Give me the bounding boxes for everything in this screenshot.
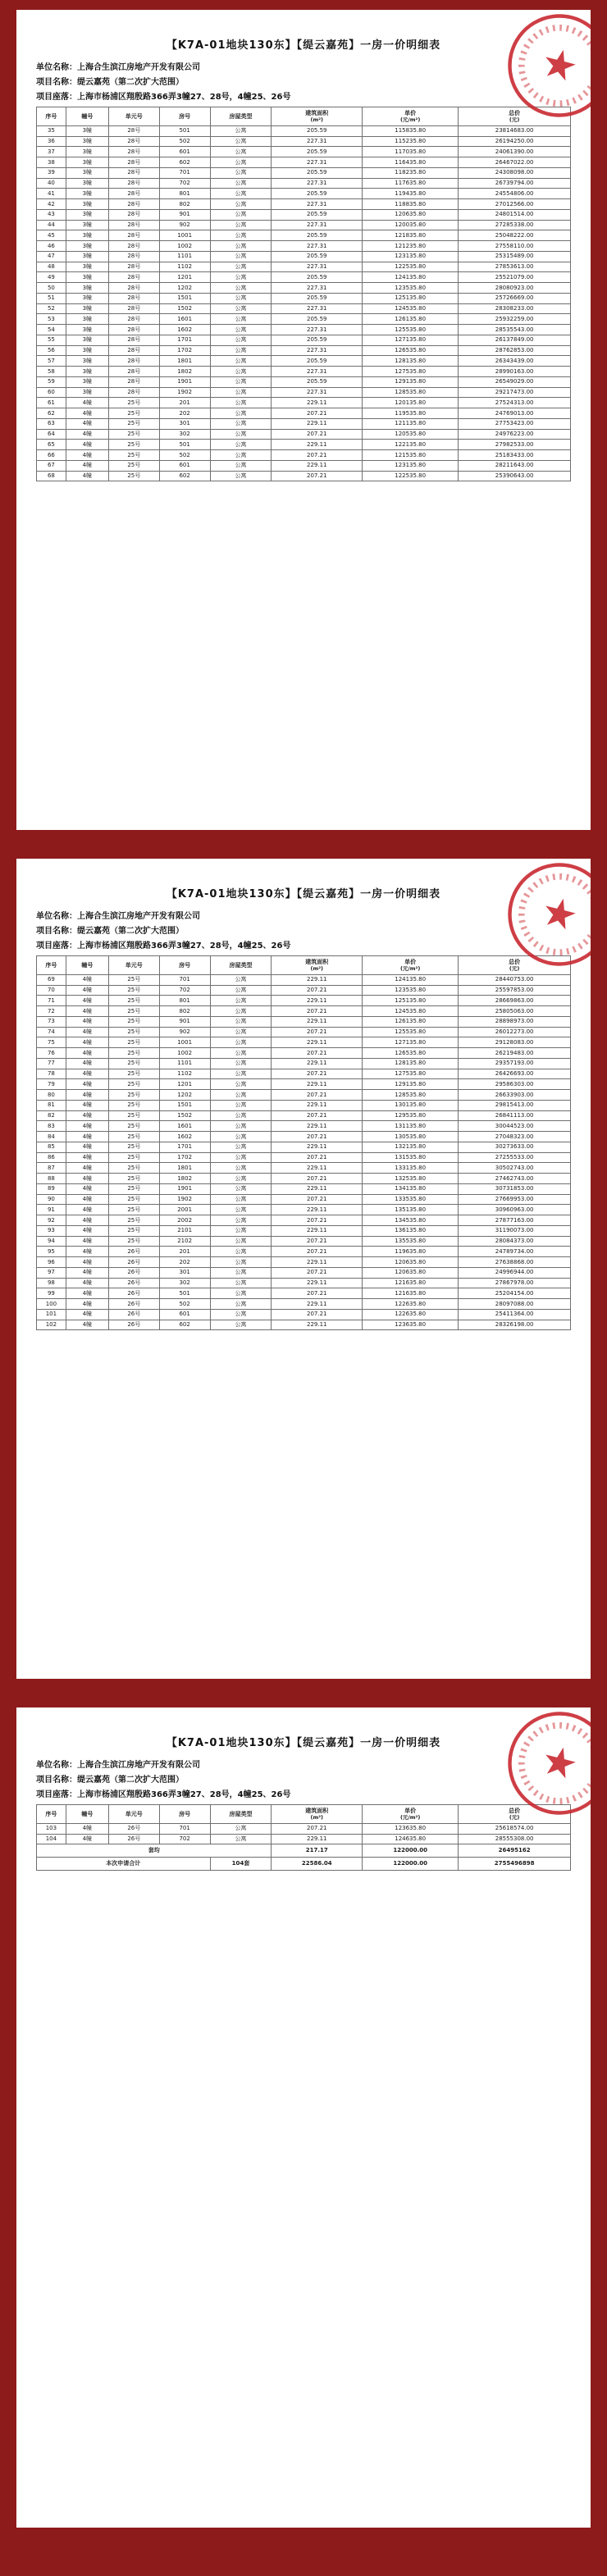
table-row: 98 4幢 26号 302 公寓 229.11 121635.80 27867978.00 bbox=[37, 1278, 571, 1288]
table-row: 103 4幢 26号 701 公寓 207.21 123635.80 25618574.00 bbox=[37, 1823, 571, 1834]
meta-project-name bbox=[36, 1772, 571, 1785]
document-page-1 bbox=[16, 10, 591, 830]
table-row: 49 3幢 28号 1201 公寓 205.59 124135.80 25521079.00 bbox=[37, 272, 571, 283]
meta-value: 上海市杨浦区翔殷路366弄3幢27、28号，4幢25、26号 bbox=[77, 941, 291, 951]
meta-label: 项目名称： bbox=[36, 1776, 77, 1785]
meta-label: 项目座落： bbox=[36, 93, 77, 102]
table-row: 63 4幢 25号 301 公寓 229.11 121135.80 27753423.00 bbox=[37, 418, 571, 429]
col-header-type: 房屋类型 bbox=[210, 1805, 272, 1824]
table-row: 104 4幢 26号 702 公寓 229.11 124635.80 28555308.00 bbox=[37, 1834, 571, 1844]
table-row: 87 4幢 25号 1801 公寓 229.11 133135.80 30502743.00 bbox=[37, 1163, 571, 1174]
table-row: 41 3幢 28号 801 公寓 205.59 119435.80 24554806.00 bbox=[37, 189, 571, 199]
grand-total-price: 2755496898 bbox=[459, 1858, 571, 1871]
col-header-unit: 单元号 bbox=[108, 1805, 159, 1824]
grand-total-unit-price: 122000.00 bbox=[363, 1858, 459, 1871]
col-header-type: 房屋类型 bbox=[210, 107, 272, 126]
table-row: 96 4幢 26号 202 公寓 229.11 120635.80 27638868.00 bbox=[37, 1257, 571, 1268]
col-header-unit-price: 单价 (元/m²) bbox=[363, 956, 459, 975]
table-row: 54 3幢 28号 1602 公寓 227.31 125535.80 28535543.00 bbox=[37, 325, 571, 335]
table-row: 55 3幢 28号 1701 公寓 205.59 127135.80 26137849.00 bbox=[37, 335, 571, 345]
table-row: 40 3幢 28号 702 公寓 227.31 117635.80 26739794.00 bbox=[37, 178, 571, 189]
table-row: 95 4幢 26号 201 公寓 207.21 119635.80 24789734.00 bbox=[37, 1247, 571, 1257]
grand-total-row bbox=[37, 1858, 571, 1871]
col-header-building: 幢号 bbox=[66, 956, 108, 975]
table-row: 50 3幢 28号 1202 公寓 227.31 123535.80 28080923.00 bbox=[37, 283, 571, 294]
table-row: 67 4幢 25号 601 公寓 229.11 123135.80 28211643.00 bbox=[37, 460, 571, 471]
col-header-total-price: 总价 (元) bbox=[459, 1805, 571, 1824]
table-row: 86 4幢 25号 1702 公寓 207.21 131535.80 27255533.00 bbox=[37, 1152, 571, 1163]
table-row: 66 4幢 25号 502 公寓 207.21 121535.80 25183433.00 bbox=[37, 450, 571, 461]
meta-label: 单位名称： bbox=[36, 1761, 77, 1770]
average-total-price: 26495162 bbox=[459, 1844, 571, 1858]
col-header-building: 幢号 bbox=[66, 107, 108, 126]
table-row: 85 4幢 25号 1701 公寓 229.11 132135.80 30273633.00 bbox=[37, 1142, 571, 1152]
document-page-2 bbox=[16, 859, 591, 1679]
price-table bbox=[36, 1804, 571, 1871]
meta-company bbox=[36, 909, 571, 921]
grand-total-area: 22586.04 bbox=[272, 1858, 363, 1871]
page-title: 【K7A-01地块130东】【缇云嘉苑】一房一价明细表 bbox=[166, 1737, 441, 1749]
table-row: 45 3幢 28号 1001 公寓 205.59 121835.80 25048222.00 bbox=[37, 230, 571, 241]
average-area: 217.17 bbox=[272, 1844, 363, 1858]
meta-company bbox=[36, 1758, 571, 1770]
table-row: 72 4幢 25号 802 公寓 207.21 124535.80 25805063.00 bbox=[37, 1006, 571, 1017]
table-row: 84 4幢 25号 1602 公寓 207.21 130535.80 27048323.00 bbox=[37, 1132, 571, 1142]
table-row: 90 4幢 25号 1902 公寓 207.21 133535.80 27669953.00 bbox=[37, 1194, 571, 1205]
meta-project-address bbox=[36, 1787, 571, 1799]
table-row: 39 3幢 28号 701 公寓 205.59 118235.80 24308098.00 bbox=[37, 167, 571, 178]
document-page-3 bbox=[16, 1707, 591, 2528]
table-row: 100 4幢 26号 502 公寓 229.11 122635.80 28097088.00 bbox=[37, 1299, 571, 1310]
table-row: 62 4幢 25号 202 公寓 207.21 119535.80 24769013.00 bbox=[37, 408, 571, 419]
meta-label: 项目座落： bbox=[36, 941, 77, 951]
col-header-unit-price: 单价 (元/m²) bbox=[363, 1805, 459, 1824]
table-row: 68 4幢 25号 602 公寓 207.21 122535.80 25390643.00 bbox=[37, 471, 571, 481]
col-header-area: 建筑面积 (m²) bbox=[272, 107, 363, 126]
meta-label: 项目名称： bbox=[36, 78, 77, 87]
table-row: 64 4幢 25号 302 公寓 207.21 120535.80 24976223.00 bbox=[37, 429, 571, 440]
table-row: 93 4幢 25号 2101 公寓 229.11 136135.80 31190073.00 bbox=[37, 1225, 571, 1236]
table-row: 73 4幢 25号 901 公寓 229.11 126135.80 28898973.00 bbox=[37, 1016, 571, 1027]
table-row: 51 3幢 28号 1501 公寓 205.59 125135.80 25726669.00 bbox=[37, 293, 571, 303]
price-table bbox=[36, 107, 571, 481]
col-header-unit-price: 单价 (元/m²) bbox=[363, 107, 459, 126]
col-header-total-price: 总价 (元) bbox=[459, 956, 571, 975]
table-row: 57 3幢 28号 1801 公寓 205.59 128135.80 26343439.00 bbox=[37, 356, 571, 367]
col-header-index: 序号 bbox=[37, 956, 66, 975]
col-header-type: 房屋类型 bbox=[210, 956, 272, 975]
table-header-row bbox=[37, 1805, 571, 1824]
meta-value: 上海合生滨江房地产开发有限公司 bbox=[77, 912, 200, 921]
table-row: 60 3幢 28号 1902 公寓 227.31 128535.80 29217473.00 bbox=[37, 387, 571, 398]
col-header-total-price: 总价 (元) bbox=[459, 107, 571, 126]
table-row: 65 4幢 25号 501 公寓 229.11 122135.80 27982533.00 bbox=[37, 440, 571, 450]
table-row: 38 3幢 28号 602 公寓 227.31 116435.80 26467022.00 bbox=[37, 157, 571, 168]
grand-total-count: 104套 bbox=[210, 1858, 272, 1871]
table-row: 75 4幢 25号 1001 公寓 229.11 127135.80 29128083.00 bbox=[37, 1037, 571, 1048]
meta-value: 缇云嘉苑（第二次扩大范围） bbox=[77, 1776, 184, 1785]
meta-project-name bbox=[36, 923, 571, 936]
table-row: 78 4幢 25号 1102 公寓 207.21 127535.80 26426693.00 bbox=[37, 1069, 571, 1079]
col-header-unit: 单元号 bbox=[108, 107, 159, 126]
table-row: 52 3幢 28号 1502 公寓 227.31 124535.80 28308233.00 bbox=[37, 303, 571, 314]
table-row: 70 4幢 25号 702 公寓 207.21 123535.80 25597853.00 bbox=[37, 985, 571, 996]
col-header-room: 房号 bbox=[159, 107, 210, 126]
col-header-room: 房号 bbox=[159, 956, 210, 975]
table-row: 69 4幢 25号 701 公寓 229.11 124135.80 28440753.00 bbox=[37, 974, 571, 985]
col-header-index: 序号 bbox=[37, 1805, 66, 1824]
table-row: 82 4幢 25号 1502 公寓 207.21 129535.80 26841113.00 bbox=[37, 1110, 571, 1121]
table-row: 35 3幢 28号 501 公寓 205.59 115835.80 23814683.00 bbox=[37, 125, 571, 136]
table-header-row bbox=[37, 956, 571, 975]
meta-value: 上海合生滨江房地产开发有限公司 bbox=[77, 1761, 200, 1770]
table-row: 83 4幢 25号 1601 公寓 229.11 131135.80 30044523.00 bbox=[37, 1121, 571, 1132]
table-row: 53 3幢 28号 1601 公寓 205.59 126135.80 25932259.00 bbox=[37, 314, 571, 325]
table-row: 44 3幢 28号 902 公寓 227.31 120035.80 27285338.00 bbox=[37, 220, 571, 230]
meta-value: 上海市杨浦区翔殷路366弄3幢27、28号，4幢25、26号 bbox=[77, 1790, 291, 1799]
meta-label: 项目座落： bbox=[36, 1790, 77, 1799]
table-row: 56 3幢 28号 1702 公寓 227.31 126535.80 28762853.00 bbox=[37, 345, 571, 356]
table-row: 97 4幢 26号 301 公寓 207.21 120635.80 24996944.00 bbox=[37, 1267, 571, 1278]
meta-value: 缇云嘉苑（第二次扩大范围） bbox=[77, 78, 184, 87]
table-row: 79 4幢 25号 1201 公寓 229.11 129135.80 29586303.00 bbox=[37, 1079, 571, 1090]
average-row bbox=[37, 1844, 571, 1858]
meta-company bbox=[36, 60, 571, 72]
table-row: 102 4幢 26号 602 公寓 229.11 123635.80 28326198.00 bbox=[37, 1320, 571, 1330]
page-title: 【K7A-01地块130东】【缇云嘉苑】一房一价明细表 bbox=[166, 39, 441, 52]
col-header-building: 幢号 bbox=[66, 1805, 108, 1824]
col-header-area: 建筑面积 (m²) bbox=[272, 956, 363, 975]
meta-project-address bbox=[36, 89, 571, 102]
meta-value: 上海合生滨江房地产开发有限公司 bbox=[77, 63, 200, 72]
table-row: 92 4幢 25号 2002 公寓 207.21 134535.80 27877163.00 bbox=[37, 1215, 571, 1226]
meta-label: 单位名称： bbox=[36, 63, 77, 72]
table-row: 89 4幢 25号 1901 公寓 229.11 134135.80 30731853.00 bbox=[37, 1183, 571, 1194]
price-table bbox=[36, 955, 571, 1330]
col-header-index: 序号 bbox=[37, 107, 66, 126]
table-row: 76 4幢 25号 1002 公寓 207.21 126535.80 26219483.00 bbox=[37, 1048, 571, 1059]
meta-project-address bbox=[36, 938, 571, 951]
average-label: 套均 bbox=[37, 1844, 272, 1858]
meta-value: 缇云嘉苑（第二次扩大范围） bbox=[77, 927, 184, 936]
grand-total-label: 本次申请合计 bbox=[37, 1858, 211, 1871]
table-row: 94 4幢 25号 2102 公寓 207.21 135535.80 28084373.00 bbox=[37, 1236, 571, 1247]
table-row: 58 3幢 28号 1802 公寓 227.31 127535.80 28990163.00 bbox=[37, 367, 571, 377]
table-row: 46 3幢 28号 1002 公寓 227.31 121235.80 27558110.00 bbox=[37, 241, 571, 252]
table-row: 81 4幢 25号 1501 公寓 229.11 130135.80 29815413.00 bbox=[37, 1100, 571, 1110]
col-header-unit: 单元号 bbox=[108, 956, 159, 975]
table-row: 88 4幢 25号 1802 公寓 207.21 132535.80 27462743.00 bbox=[37, 1174, 571, 1184]
table-row: 37 3幢 28号 601 公寓 205.59 117035.80 24061390.00 bbox=[37, 147, 571, 157]
table-row: 80 4幢 25号 1202 公寓 207.21 128535.80 26633903.00 bbox=[37, 1090, 571, 1101]
table-row: 99 4幢 26号 501 公寓 207.21 121635.80 25204154.00 bbox=[37, 1288, 571, 1299]
average-unit-price: 122000.00 bbox=[363, 1844, 459, 1858]
col-header-room: 房号 bbox=[159, 1805, 210, 1824]
table-row: 61 4幢 25号 201 公寓 229.11 120135.80 27524313.00 bbox=[37, 398, 571, 408]
page-title: 【K7A-01地块130东】【缇云嘉苑】一房一价明细表 bbox=[166, 888, 441, 900]
table-row: 48 3幢 28号 1102 公寓 227.31 122535.80 27853613.00 bbox=[37, 262, 571, 272]
table-row: 74 4幢 25号 902 公寓 207.21 125535.80 26012273.00 bbox=[37, 1027, 571, 1037]
table-row: 36 3幢 28号 502 公寓 227.31 115235.80 26194250.00 bbox=[37, 136, 571, 147]
col-header-area: 建筑面积 (m²) bbox=[272, 1805, 363, 1824]
table-row: 71 4幢 25号 801 公寓 229.11 125135.80 28669863.00 bbox=[37, 996, 571, 1006]
table-row: 77 4幢 25号 1101 公寓 229.11 128135.80 29357193.00 bbox=[37, 1058, 571, 1069]
meta-value: 上海市杨浦区翔殷路366弄3幢27、28号，4幢25、26号 bbox=[77, 93, 291, 102]
table-row: 59 3幢 28号 1901 公寓 205.59 129135.80 26549029.00 bbox=[37, 376, 571, 387]
meta-label: 单位名称： bbox=[36, 912, 77, 921]
table-row: 47 3幢 28号 1101 公寓 205.59 123135.80 25315489.00 bbox=[37, 251, 571, 262]
table-row: 91 4幢 25号 2001 公寓 229.11 135135.80 30960963.00 bbox=[37, 1205, 571, 1215]
table-header-row bbox=[37, 107, 571, 126]
table-row: 43 3幢 28号 901 公寓 205.59 120635.80 24801514.00 bbox=[37, 209, 571, 220]
meta-project-name bbox=[36, 75, 571, 87]
meta-label: 项目名称： bbox=[36, 927, 77, 936]
table-row: 101 4幢 26号 601 公寓 207.21 122635.80 25411364.00 bbox=[37, 1309, 571, 1320]
table-row: 42 3幢 28号 802 公寓 227.31 118835.80 27012566.00 bbox=[37, 199, 571, 210]
